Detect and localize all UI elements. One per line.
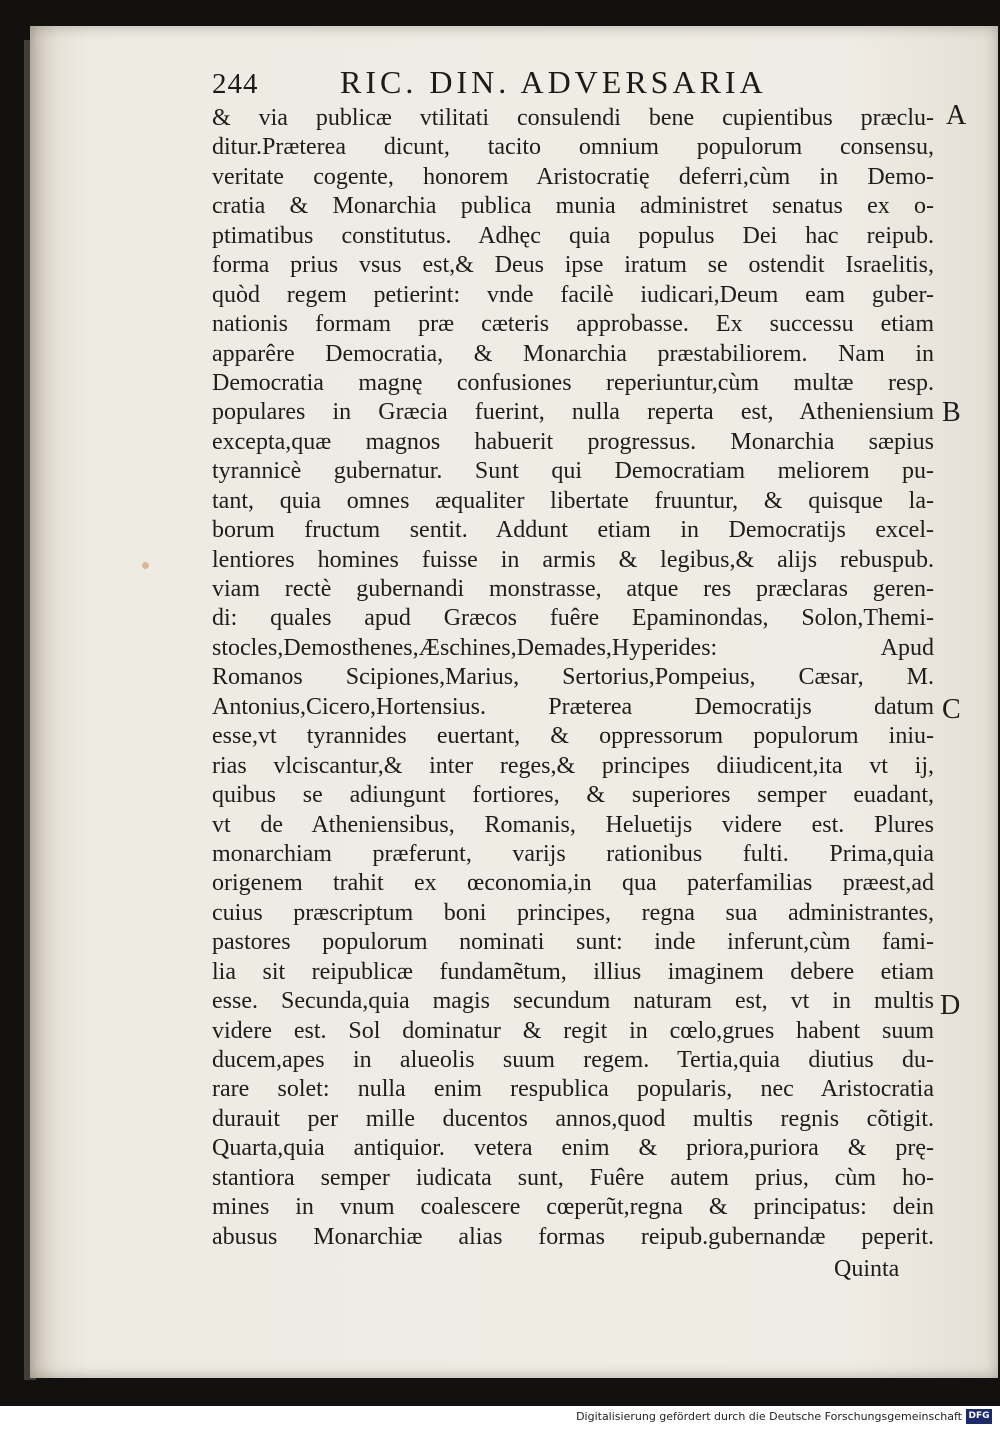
text-line: esse,vt tyrannides euertant, & oppressorum populorum iniu- — [212, 723, 934, 750]
text-line: di: quales apud Græcos fuêre Epaminondas, Solon,Themi- — [212, 605, 934, 632]
text-line: vt de Atheniensibus, Romanis, Heluetijs videre est. Plures — [212, 811, 934, 838]
marginal-letter-a: A — [946, 100, 967, 131]
text-line: abusus Monarchiæ alias formas reipub.gubernandæ peperit. — [212, 1223, 934, 1250]
text-line: forma prius vsus est,& Deus ipse iratum se ostendit Israelitis, — [212, 252, 934, 279]
page-number: 244 — [212, 68, 259, 100]
text-line: & via publicæ vtilitati consulendi bene cupientibus præclu- — [212, 105, 934, 131]
catchword: Quinta — [834, 1256, 900, 1282]
text-line: stantiora semper iudicata sunt, Fuêre autem prius, cùm ho- — [212, 1164, 934, 1191]
text-line: tyrannicè gubernatur. Sunt qui Democratiam meliorem pu- — [212, 458, 934, 485]
text-line: rias vlciscantur,& inter reges,& principes diiudicent,ita vt ij, — [212, 752, 934, 779]
text-line: excepta,quæ magnos habuerit progressus. Monarchia sæpius — [212, 428, 934, 455]
text-line: viam rectè gubernandi monstrasse, atque res præclaras geren- — [212, 576, 934, 602]
text-line: veritate cogente, honorem Aristocratię deferri,cùm in Demo- — [212, 163, 934, 190]
text-line: rare solet: nulla enim respublica popularis, nec Aristocratia — [212, 1076, 934, 1103]
text-line: lia sit reipublicæ fundamẽtum, illius imaginem debere etiam — [212, 958, 934, 985]
text-line: quòd regem petierint: vnde facilè iudicari,Deum eam guber- — [212, 281, 934, 308]
text-line: durauit per mille ducentos annos,quod multis regnis cõtigit. — [212, 1105, 934, 1132]
text-line: esse. Secunda,quia magis secundum naturam est, vt in multis — [212, 988, 934, 1015]
text-line: populares in Græcia fuerint, nulla reperta est, Atheniensium — [212, 399, 934, 426]
text-line: videre est. Sol dominatur & regit in cœlo,grues habent suum — [212, 1017, 934, 1044]
dfg-logo: DFG — [966, 1409, 992, 1424]
text-line: stocles,Demosthenes,Æschines,Demades,Hyperides: Apud — [212, 634, 934, 661]
text-line: pastores populorum nominati sunt: inde inferunt,cùm fami- — [212, 929, 934, 956]
text-line: lentiores homines fuisse in armis & legibus,& alijs rebuspub. — [212, 546, 934, 573]
text-line: Quarta,quia antiquior. vetera enim & priora,puriora & prę- — [212, 1135, 934, 1162]
text-line: tant, quia omnes æqualiter libertate fruuntur, & quisque la- — [212, 487, 934, 514]
text-line: Romanos Scipiones,Marius, Sertorius,Pompeius, Cæsar, M. — [212, 664, 934, 691]
text-line: apparêre Democratia, & Monarchia præstabiliorem. Nam in — [212, 340, 934, 367]
text-line: quibus se adiungunt fortiores, & superiores semper euadant, — [212, 782, 934, 809]
text-line: Democratia magnę confusiones reperiuntur,cùm multæ resp. — [212, 369, 934, 396]
text-line: ditur.Præterea dicunt, tacito omnium populorum consensu, — [212, 134, 934, 161]
ink-spot — [142, 562, 149, 569]
text-line: monarchiam præferunt, varijs rationibus fulti. Prima,quia — [212, 840, 934, 867]
text-line: nationis formam præ cæteris approbasse. Ex successu etiam — [212, 311, 934, 338]
footer-bar — [0, 1406, 1000, 1429]
running-head: RIC. DIN. ADVERSARIA — [340, 64, 767, 100]
text-line: mines in vnum coalescere cœperũt,regna & principatus: dein — [212, 1194, 934, 1221]
text-line: Antonius,Cicero,Hortensius. Præterea Democratijs datum — [212, 693, 934, 720]
text-line: ptimatibus constitutus. Adhęc quia populus Dei hac reipub. — [212, 222, 934, 249]
marginal-letter-b: B — [942, 397, 961, 428]
footer-credit: Digitalisierung gefördert durch die Deutsche Forschungsgemeinschaft — [576, 1410, 962, 1423]
page-header — [212, 64, 832, 104]
text-line: cratia & Monarchia publica munia administret senatus ex o- — [212, 193, 934, 220]
body-text — [212, 104, 934, 1252]
text-line: cuius præscriptum boni principes, regna sua administrantes, — [212, 899, 934, 926]
text-line: borum fructum sentit. Addunt etiam in Democratijs excel- — [212, 517, 934, 544]
text-line: origenem trahit ex œconomia,in qua paterfamilias præest,ad — [212, 870, 934, 897]
marginal-letter-d: D — [940, 990, 961, 1021]
text-line: ducem,apes in alueolis suum regem. Tertia,quia diutius du- — [212, 1047, 934, 1073]
marginal-letter-c: C — [942, 694, 961, 725]
